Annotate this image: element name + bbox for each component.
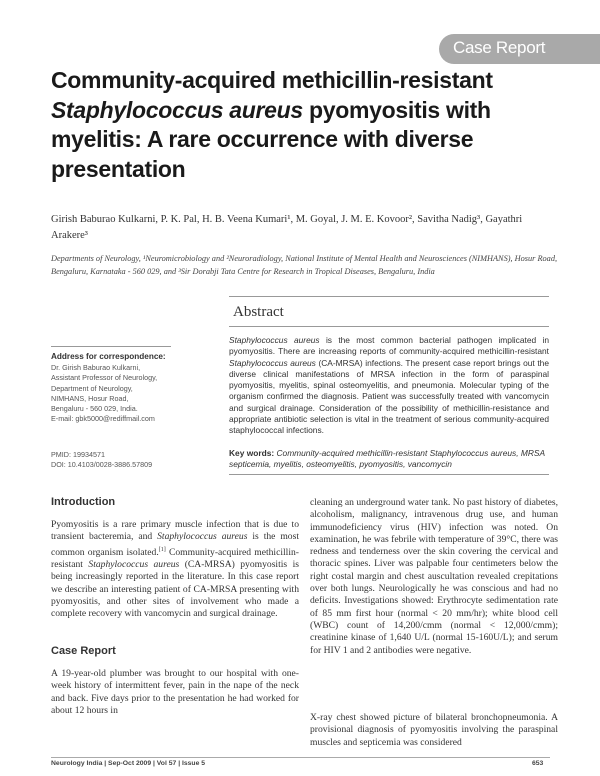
title-organism: Staphylococcus aureus	[51, 96, 303, 123]
title-line-3: myelitis: A rare occurrence with diverse	[51, 126, 474, 152]
case-continuation	[310, 497, 558, 657]
title-line-2-rest: pyomyositis with	[302, 96, 491, 123]
case-paragraph: X-ray chest showed picture of bilateral bronchopneumonia. A provisional diagnosis of pyomyositis involving the paraspinal muscles and septicemia was considered	[310, 712, 558, 748]
case-report-heading: Case Report	[51, 645, 116, 657]
correspondence-line: NIMHANS, Hosur Road,	[51, 393, 129, 403]
introduction-heading: Introduction	[51, 496, 116, 508]
article-identifiers	[51, 450, 201, 471]
abstract-organism-2: Staphylococcus aureus	[229, 357, 316, 368]
page-number: 653	[532, 760, 544, 767]
introduction-body	[51, 519, 299, 621]
case-report-body	[51, 668, 299, 717]
correspondence-line: Bengaluru - 560 029, India.	[51, 404, 138, 414]
correspondence-line: Department of Neurology,	[51, 383, 133, 393]
section-tag: Case Report	[453, 38, 546, 57]
pmid: PMID: 19934571	[51, 450, 105, 459]
journal-footer: Neurology India | Sep-Oct 2009 | Vol 57 | Issue 5	[51, 760, 206, 767]
keywords	[229, 448, 549, 471]
correspondence-email: E-mail: gbk5000@rediffmail.com	[51, 414, 155, 424]
doi: DOI: 10.4103/0028-3886.57809	[51, 460, 153, 470]
abstract-top-rule	[229, 296, 549, 297]
title-line-1: Community-acquired methicillin-resistant	[51, 67, 493, 93]
abstract-heading-rule	[229, 326, 549, 327]
article-title	[51, 66, 571, 184]
correspondence-rule	[51, 346, 171, 347]
abstract-text	[229, 335, 549, 437]
intro-organism: Staphylococcus aureus	[88, 559, 180, 571]
keywords-list: Community-acquired methicillin-resistant Staphylococcus aureus, MRSA septicemia, myelitis, osteomyelitis, pyomyositis, vancomycin	[229, 448, 545, 470]
abstract-text-part-2: (CA-MRSA) infections. The present case report brings out the diverse clinical manifestations of MRSA infection in the form of paraspinal pyomyositis, myelitis, spinal osteomyelitis, and pneumonia. Molecular typing of the organism confirmed the diagnosis. Patient was successfully treated with vancomycin and surgical drainage. Consideration of the possibility of methicillin-resistance and appropriate antibiotic selection is vital in the treatment of serious community-acquired staphylococcal infections.	[229, 357, 549, 436]
affiliation: Departments of Neurology, ¹Neuromicrobiology and ²Neuroradiology, National Institute of Mental Health and Neurosciences (NIMHANS), Hosur Road, Bengaluru, Karnataka - 560 029, and ³Sir Dorabji Tata Centre for Research in Tropical Diseases, Bengaluru, India	[51, 254, 558, 276]
case-paragraph: cleaning an underground water tank. No past history of diabetes, alcoholism, malignancy, intravenous drug use, and human immunodeficiency virus (HIV) infection was noted. On examination, he was febrile with temperature of 39°C, there was redness and tenderness over the skin covering the cervical and thoracic spines. Liver was palpable four centimeters below the right costal margin and chest auscultation revealed crepitations over both lungs. Neurologically he was conscious and had no deficits. Investigations showed: Erythrocyte sedimentation rate of 85 mm first hour (normal < 20 mm/hr); white blood cell (WBC) count of 14,200/cmm (normal < 12,000/cmm); creatinine kinase of 1,640 U/L (normal 15-160U/L); and serum for HIV 1 and 2 antibodies were negative.	[310, 497, 558, 656]
intro-text: (CA-MRSA) pyomyositis is being increasingly reported in the literature. In this case report we describe an interesting patient of CA-MRSA presenting with pyomyositis, and other sites of involvement who made a complete recovery with vancomycin and surgical drainage.	[51, 559, 299, 620]
title-line-2	[51, 96, 571, 126]
intro-citation: [1]	[158, 546, 166, 553]
intro-text: is the most common organism isolated.	[51, 531, 299, 558]
footer-rule	[51, 757, 550, 758]
intro-text: Community-acquired methicillin-resistant	[51, 546, 300, 571]
abstract-bottom-rule	[229, 474, 549, 475]
abstract-organism-1: Staphylococcus aureus	[229, 335, 320, 345]
correspondence-address	[51, 363, 201, 425]
author-list: Girish Baburao Kulkarni, P. K. Pal, H. B. Veena Kumari¹, M. Goyal, J. M. E. Kovoor², Savitha Nadig³, Gayathri Arakere³	[51, 214, 523, 241]
case-continuation-2	[310, 712, 558, 749]
title-line-4: presentation	[51, 155, 186, 182]
intro-organism: Staphylococcus aureus	[157, 531, 248, 543]
correspondence-line: Assistant Professor of Neurology,	[51, 373, 158, 383]
abstract-heading: Abstract	[233, 304, 284, 320]
keywords-label: Key words:	[229, 448, 275, 458]
correspondence-heading: Address for correspondence:	[51, 352, 166, 361]
case-paragraph: A 19-year-old plumber was brought to our hospital with one-week history of intermittent fever, pain in the nape of the neck and back. Five days prior to the presentation he had worked for about 12 hours in	[51, 668, 299, 716]
intro-text: Pyomyositis is a rare primary muscle infection that is due to transient bacteremia, and	[51, 519, 299, 543]
abstract-text-part-1: is the most common bacterial pathogen implicated in pyomyositis. There are increasing reports of community-acquired methicillin-resistant	[229, 335, 550, 357]
correspondence-line: Dr. Girish Baburao Kulkarni,	[51, 363, 141, 372]
